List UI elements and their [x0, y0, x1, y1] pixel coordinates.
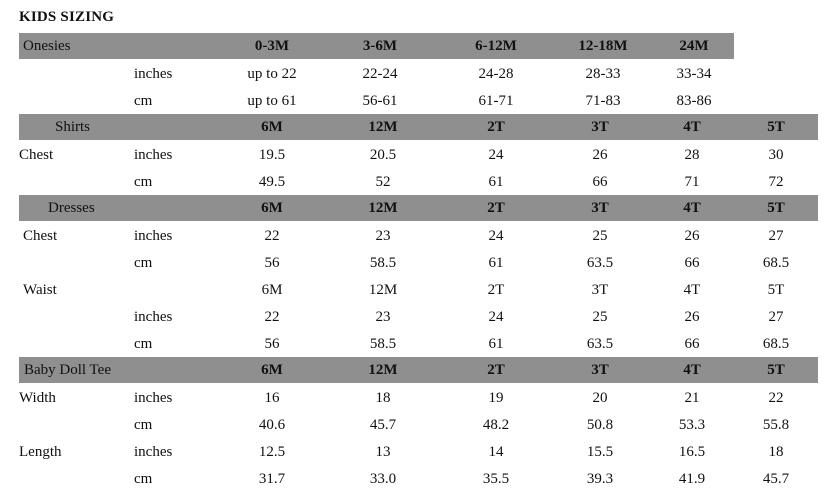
row-label: Waist — [23, 282, 57, 298]
size-value: 23 — [375, 309, 391, 325]
size-value: 41.9 — [678, 471, 706, 487]
shirts-header: Shirts — [55, 119, 91, 135]
unit-label: inches — [134, 147, 173, 163]
size-value: 71 — [684, 174, 700, 190]
size-header: 5T — [767, 119, 785, 135]
row-label: Chest — [19, 147, 54, 163]
size-value: 22 — [768, 390, 784, 406]
size-value: 61 — [488, 174, 504, 190]
size-value: 28 — [684, 147, 700, 163]
size-header: 24M — [679, 38, 709, 54]
size-value: 18 — [768, 444, 784, 460]
size-header: 0-3M — [254, 38, 290, 54]
size-value: 24 — [488, 309, 504, 325]
size-header: 3T — [591, 362, 609, 378]
size-value: 26 — [684, 309, 700, 325]
size-value: 22 — [264, 309, 280, 325]
size-value: 24-28 — [478, 66, 514, 82]
size-value: 58.5 — [369, 336, 397, 352]
size-value: 66 — [684, 255, 700, 271]
size-value: 50.8 — [586, 417, 614, 433]
unit-label: cm — [134, 174, 153, 190]
unit-label: cm — [134, 93, 153, 109]
dresses-header: Dresses — [48, 200, 95, 216]
size-value: 61 — [488, 255, 504, 271]
onesies-header: Onesies — [23, 38, 71, 54]
size-value: 61-71 — [478, 93, 514, 109]
row-label: Chest — [23, 228, 58, 244]
size-value: 15.5 — [586, 444, 614, 460]
size-value: 5T — [767, 282, 785, 298]
size-header: 4T — [683, 119, 701, 135]
size-value: 30 — [768, 147, 784, 163]
size-value: 56 — [264, 336, 280, 352]
unit-label: inches — [134, 390, 173, 406]
unit-label: inches — [134, 444, 173, 460]
size-value: 26 — [592, 147, 608, 163]
size-value: 4T — [683, 282, 701, 298]
size-value: 68.5 — [762, 255, 790, 271]
size-header: 5T — [767, 362, 785, 378]
size-header: 2T — [487, 200, 505, 216]
row-label: Length — [19, 444, 62, 460]
size-value: 72 — [768, 174, 784, 190]
size-value: 25 — [592, 309, 608, 325]
size-header: 6M — [261, 362, 283, 378]
size-value: 12M — [368, 282, 398, 298]
size-value: 2T — [487, 282, 505, 298]
size-value: 66 — [684, 336, 700, 352]
size-value: 19.5 — [258, 147, 286, 163]
size-value: 28-33 — [585, 66, 621, 82]
size-value: 12.5 — [258, 444, 286, 460]
size-header: 5T — [767, 200, 785, 216]
size-value: 16.5 — [678, 444, 706, 460]
size-value: up to 61 — [247, 93, 297, 109]
size-value: 26 — [684, 228, 700, 244]
size-value: 22 — [264, 228, 280, 244]
size-value: 27 — [768, 309, 784, 325]
size-value: 23 — [375, 228, 391, 244]
size-value: 56 — [264, 255, 280, 271]
size-header: 4T — [683, 200, 701, 216]
size-value: 45.7 — [762, 471, 790, 487]
size-value: 45.7 — [369, 417, 397, 433]
size-header: 12-18M — [578, 38, 628, 54]
size-value: 14 — [488, 444, 504, 460]
size-value: 16 — [264, 390, 280, 406]
size-value: 48.2 — [482, 417, 510, 433]
size-value: 55.8 — [762, 417, 790, 433]
unit-label: inches — [134, 228, 173, 244]
size-value: 39.3 — [586, 471, 614, 487]
size-value: 71-83 — [585, 93, 621, 109]
size-header: 12M — [368, 200, 398, 216]
size-value: 22-24 — [362, 66, 398, 82]
size-header: 6M — [261, 119, 283, 135]
size-value: 31.7 — [258, 471, 286, 487]
size-value: 63.5 — [586, 255, 614, 271]
unit-label: inches — [134, 66, 173, 82]
size-value: 20.5 — [369, 147, 397, 163]
size-value: 20 — [592, 390, 608, 406]
size-value: 33.0 — [369, 471, 397, 487]
size-value: 18 — [375, 390, 391, 406]
size-value: 58.5 — [369, 255, 397, 271]
size-value: 35.5 — [482, 471, 510, 487]
size-header: 12M — [368, 119, 398, 135]
size-value: 21 — [684, 390, 700, 406]
unit-label: cm — [134, 336, 153, 352]
size-value: 40.6 — [258, 417, 286, 433]
size-value: 33-34 — [676, 66, 712, 82]
page-title: KIDS SIZING — [19, 9, 115, 25]
size-value: 56-61 — [362, 93, 398, 109]
size-value: 61 — [488, 336, 504, 352]
size-value: 53.3 — [678, 417, 706, 433]
size-header: 6M — [261, 200, 283, 216]
size-value: 83-86 — [676, 93, 712, 109]
size-header: 6-12M — [475, 38, 517, 54]
size-value: 63.5 — [586, 336, 614, 352]
unit-label: cm — [134, 417, 153, 433]
size-value: 19 — [488, 390, 504, 406]
size-value: 24 — [488, 228, 504, 244]
size-header: 2T — [487, 119, 505, 135]
size-value: 25 — [592, 228, 608, 244]
size-value: 52 — [375, 174, 391, 190]
size-value: 68.5 — [762, 336, 790, 352]
size-header: 3T — [591, 200, 609, 216]
unit-label: cm — [134, 255, 153, 271]
size-value: 27 — [768, 228, 784, 244]
size-value: 66 — [592, 174, 608, 190]
size-header: 3T — [591, 119, 609, 135]
size-value: 3T — [591, 282, 609, 298]
size-value: 13 — [375, 444, 391, 460]
baby-doll-tee-header: Baby Doll Tee — [24, 362, 111, 378]
unit-label: inches — [134, 309, 173, 325]
size-header: 4T — [683, 362, 701, 378]
size-header: 12M — [368, 362, 398, 378]
row-label: Width — [19, 390, 56, 406]
size-header: 3-6M — [362, 38, 398, 54]
size-header: 2T — [487, 362, 505, 378]
size-value: up to 22 — [247, 66, 297, 82]
size-value: 24 — [488, 147, 504, 163]
size-value: 49.5 — [258, 174, 286, 190]
size-value: 6M — [261, 282, 283, 298]
unit-label: cm — [134, 471, 153, 487]
